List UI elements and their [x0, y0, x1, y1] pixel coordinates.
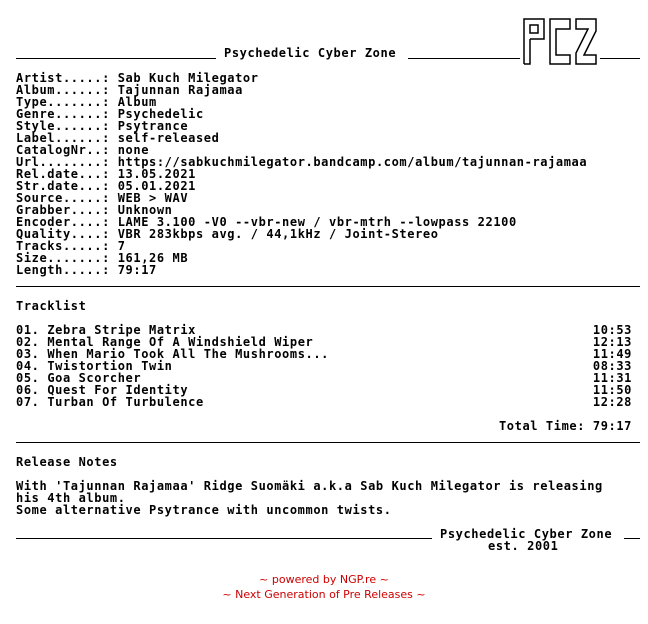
- track-time: 12:28: [592, 395, 632, 409]
- header-rule-right: [408, 58, 520, 59]
- track-number: 04.: [16, 359, 40, 373]
- info-row-type: Type.......: Album: [16, 95, 157, 109]
- info-row-grabber: Grabber....: Unknown: [16, 203, 173, 217]
- track-title: Mental Range Of A Windshield Wiper: [47, 335, 314, 349]
- info-value: Sab Kuch Milegator: [117, 71, 259, 85]
- info-label: Length.....: [16, 263, 103, 277]
- info-value: 05.01.2021: [117, 179, 196, 193]
- info-value: 161,26 MB: [117, 251, 189, 265]
- total-time: [499, 420, 632, 432]
- info-value: self-released: [117, 131, 220, 145]
- info-row-tracks: Tracks.....: 7: [16, 239, 126, 253]
- info-label: Style......: [16, 119, 103, 133]
- powered-by-link[interactable]: ~ powered by NGP.re ~: [259, 573, 389, 586]
- info-row-style: Style......: Psytrance: [16, 119, 189, 133]
- info-value: LAME 3.100 -V0 --vbr-new / vbr-mtrh --lowpass 22100: [117, 215, 517, 229]
- info-label: Source.....: [16, 191, 103, 205]
- info-row-quality: Quality....: VBR 283kbps avg. / 44,1kHz / Joint-Stereo: [16, 227, 439, 241]
- info-label: Str.date...: [16, 179, 103, 193]
- info-label: Album......: [16, 83, 103, 97]
- header-title: Psychedelic Cyber Zone: [224, 46, 397, 60]
- ngp-logo-icon: [522, 17, 598, 68]
- info-label: Size.......: [16, 251, 103, 265]
- track-time: 11:49: [592, 347, 632, 361]
- total-time-label: Total Time:: [498, 419, 586, 433]
- info-label: Type.......: [16, 95, 103, 109]
- info-row-artist: Artist.....: Sab Kuch Milegator: [16, 71, 259, 85]
- info-label: Artist.....: [16, 71, 103, 85]
- track-time: 10:53: [592, 323, 632, 337]
- info-label: Genre......: [16, 107, 103, 121]
- total-time-value: 79:17: [592, 419, 632, 433]
- info-row-genre: Genre......: Psychedelic: [16, 107, 204, 121]
- info-label: Tracks.....: [16, 239, 103, 253]
- header-rule-left: [16, 58, 216, 59]
- track-time: 12:13: [592, 335, 632, 349]
- info-row-label: Label......: self-released: [16, 131, 220, 145]
- track-title: Quest For Identity: [47, 383, 189, 397]
- track-number: 05.: [16, 371, 40, 385]
- info-row-album: Album......: Tajunnan Rajamaa: [16, 83, 243, 97]
- track-title: Zebra Stripe Matrix: [47, 323, 196, 337]
- info-value: 79:17: [117, 263, 157, 277]
- info-label: Quality....: [16, 227, 103, 241]
- info-value: Psychedelic: [117, 107, 204, 121]
- track-number: 01.: [16, 323, 40, 337]
- info-label: Grabber....: [16, 203, 103, 217]
- track-time: 11:31: [592, 371, 632, 385]
- footer-rule-left: [16, 538, 432, 539]
- header-rule-far-right: [600, 58, 640, 59]
- tracklist-heading: Tracklist: [16, 299, 87, 313]
- release-notes-line: his 4th album.: [16, 491, 126, 505]
- divider: [16, 442, 640, 443]
- info-row-url: Url........: https://sabkuchmilegator.bandcamp.com/album/tajunnan-rajamaa: [16, 155, 588, 169]
- info-row-source: Source.....: WEB > WAV: [16, 191, 189, 205]
- info-value: Tajunnan Rajamaa: [117, 83, 243, 97]
- info-value: VBR 283kbps avg. / 44,1kHz / Joint-Stereo: [117, 227, 439, 241]
- info-label: Encoder....: [16, 215, 103, 229]
- tagline: ~ Next Generation of Pre Releases ~: [222, 588, 426, 601]
- track-time: 11:50: [592, 383, 632, 397]
- info-label: CatalogNr..: [16, 143, 103, 157]
- release-info: [16, 72, 587, 276]
- info-row-str-date: Str.date...: 05.01.2021: [16, 179, 196, 193]
- divider: [16, 286, 640, 287]
- release-notes-heading: Release Notes: [16, 455, 118, 469]
- info-label: Url........: [16, 155, 103, 169]
- footer-rule-right: [624, 538, 640, 539]
- track-number: 06.: [16, 383, 40, 397]
- release-notes-line: Some alternative Psytrance with uncommon twists.: [16, 503, 392, 517]
- info-value: none: [117, 143, 150, 157]
- info-value: WEB > WAV: [117, 191, 189, 205]
- info-value: Album: [117, 95, 157, 109]
- info-row-length: Length.....: 79:17: [16, 263, 157, 277]
- info-row-catalognr: CatalogNr..: none: [16, 143, 150, 157]
- info-label: Rel.date...: [16, 167, 103, 181]
- track-title: When Mario Took All The Mushrooms...: [47, 347, 329, 361]
- list-item: [16, 396, 632, 408]
- footer-established: est. 2001: [488, 539, 559, 553]
- info-value: 13.05.2021: [117, 167, 196, 181]
- info-row-size: Size.......: 161,26 MB: [16, 251, 189, 265]
- track-number: 02.: [16, 335, 40, 349]
- release-notes-line: With 'Tajunnan Rajamaa' Ridge Suomäki a.k.a Sab Kuch Milegator is releasing: [16, 479, 603, 493]
- track-title: Twistortion Twin: [47, 359, 173, 373]
- release-notes: [16, 480, 603, 516]
- info-label: Label......: [16, 131, 103, 145]
- info-value: Psytrance: [117, 119, 189, 133]
- track-time: 08:33: [592, 359, 632, 373]
- info-value-url[interactable]: https://sabkuchmilegator.bandcamp.com/album/tajunnan-rajamaa: [117, 155, 588, 169]
- track-title: Goa Scorcher: [47, 371, 142, 385]
- info-row-encoder: Encoder....: LAME 3.100 -V0 --vbr-new / vbr-mtrh --lowpass 22100: [16, 215, 517, 229]
- footer-title: Psychedelic Cyber Zone: [440, 527, 613, 541]
- track-number: 03.: [16, 347, 40, 361]
- tracklist: [16, 324, 632, 408]
- info-value: 7: [117, 239, 126, 253]
- info-value: Unknown: [117, 203, 173, 217]
- info-row-rel-date: Rel.date...: 13.05.2021: [16, 167, 196, 181]
- track-title: Turban Of Turbulence: [47, 395, 204, 409]
- track-number: 07.: [16, 395, 40, 409]
